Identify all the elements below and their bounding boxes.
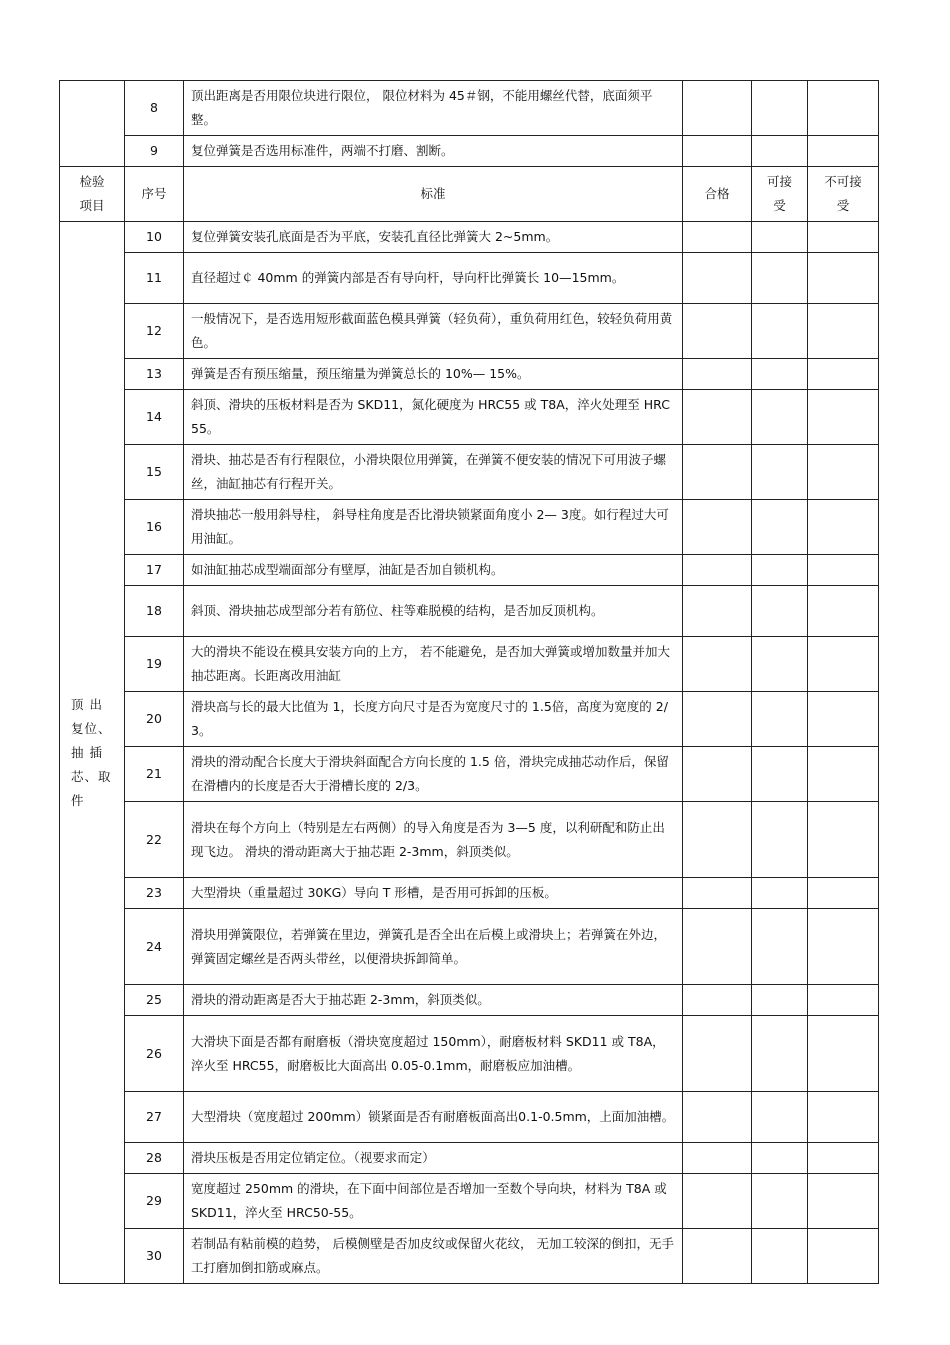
unacceptable-cell[interactable]: [808, 586, 879, 637]
unacceptable-cell[interactable]: [808, 1016, 879, 1092]
category-cell: [60, 222, 125, 1284]
acceptable-cell[interactable]: [752, 1229, 808, 1284]
row-number: 14: [125, 390, 184, 445]
row-standard: 滑块压板是否用定位销定位。（视要求而定）: [184, 1143, 683, 1174]
header-category: [60, 167, 125, 222]
row-number: 23: [125, 878, 184, 909]
pass-cell[interactable]: [683, 878, 752, 909]
pass-cell[interactable]: [683, 500, 752, 555]
row-standard: 顶出距离是否用限位块进行限位， 限位材料为 45＃钢，不能用螺丝代替，底面须平整。: [184, 81, 683, 136]
header-pass: 合格: [683, 167, 752, 222]
table-row: [60, 359, 879, 390]
row-number: 26: [125, 1016, 184, 1092]
row-number: 20: [125, 692, 184, 747]
acceptable-cell[interactable]: [752, 253, 808, 304]
table-row: [60, 555, 879, 586]
table-row: [60, 304, 879, 359]
table-row: [60, 253, 879, 304]
table-row: [60, 1092, 879, 1143]
table-row: [60, 586, 879, 637]
header-row: [60, 167, 879, 222]
unacceptable-cell[interactable]: [808, 1229, 879, 1284]
table-row: [60, 1229, 879, 1284]
row-number: 19: [125, 637, 184, 692]
row-standard: 滑块用弹簧限位，若弹簧在里边，弹簧孔是否全出在后模上或滑块上；若弹簧在外边，弹簧固定螺丝是否两头带丝，以便滑块拆卸简单。: [184, 909, 683, 985]
pass-cell[interactable]: [683, 1174, 752, 1229]
table-row: [60, 909, 879, 985]
row-standard: 一般情况下，是否选用短形截面蓝色模具弹簧（轻负荷），重负荷用红色，较轻负荷用黄色。: [184, 304, 683, 359]
pass-cell[interactable]: [683, 359, 752, 390]
acceptable-cell[interactable]: [752, 136, 808, 167]
row-number: 21: [125, 747, 184, 802]
table-row: [60, 390, 879, 445]
header-acceptable-label: 可接 受: [766, 174, 792, 213]
unacceptable-cell[interactable]: [808, 445, 879, 500]
unacceptable-cell[interactable]: [808, 985, 879, 1016]
row-number: 27: [125, 1092, 184, 1143]
pass-cell[interactable]: [683, 1092, 752, 1143]
header-no: 序号: [125, 167, 184, 222]
row-standard: 滑块高与长的最大比值为 1，长度方向尺寸是否为宽度尺寸的 1.5倍，高度为宽度的 2/3。: [184, 692, 683, 747]
unacceptable-cell[interactable]: [808, 1174, 879, 1229]
row-standard: 滑块、抽芯是否有行程限位，小滑块限位用弹簧，在弹簧不便安装的情况下可用波子螺丝，油缸抽芯有行程开关。: [184, 445, 683, 500]
table-row: [60, 692, 879, 747]
row-standard: 宽度超过 250mm 的滑块，在下面中间部位是否增加一至数个导向块，材料为 T8A 或 SKD11，淬火至 HRC50-55。: [184, 1174, 683, 1229]
row-number: 28: [125, 1143, 184, 1174]
row-standard: 滑块的滑动距离是否大于抽芯距 2-3mm，斜顶类似。: [184, 985, 683, 1016]
pass-cell[interactable]: [683, 304, 752, 359]
row-standard: 复位弹簧安装孔底面是否为平底，安装孔直径比弹簧大 2~5mm。: [184, 222, 683, 253]
acceptable-cell[interactable]: [752, 304, 808, 359]
header-acceptable: [752, 167, 808, 222]
row-number: 25: [125, 985, 184, 1016]
table-row: [60, 747, 879, 802]
pass-cell[interactable]: [683, 253, 752, 304]
pass-cell[interactable]: [683, 1143, 752, 1174]
pass-cell[interactable]: [683, 1016, 752, 1092]
unacceptable-cell[interactable]: [808, 81, 879, 136]
unacceptable-cell[interactable]: [808, 304, 879, 359]
pass-cell[interactable]: [683, 802, 752, 878]
unacceptable-cell[interactable]: [808, 555, 879, 586]
row-number: 9: [125, 136, 184, 167]
prev-category-cell: [60, 81, 125, 167]
row-number: 12: [125, 304, 184, 359]
row-number: 24: [125, 909, 184, 985]
header-unacceptable: [808, 167, 879, 222]
acceptable-cell[interactable]: [752, 802, 808, 878]
unacceptable-cell[interactable]: [808, 390, 879, 445]
acceptable-cell[interactable]: [752, 586, 808, 637]
acceptable-cell[interactable]: [752, 359, 808, 390]
acceptable-cell[interactable]: [752, 985, 808, 1016]
inspection-table: [59, 80, 879, 1284]
acceptable-cell[interactable]: [752, 500, 808, 555]
table-row: [60, 802, 879, 878]
pass-cell[interactable]: [683, 747, 752, 802]
table-row: [60, 1174, 879, 1229]
table-row: [60, 136, 879, 167]
unacceptable-cell[interactable]: [808, 909, 879, 985]
row-standard: 滑块在每个方向上（特别是左右两侧）的导入角度是否为 3—5 度，以利研配和防止出现飞边。 滑块的滑动距离大于抽芯距 2-3mm，斜顶类似。: [184, 802, 683, 878]
unacceptable-cell[interactable]: [808, 253, 879, 304]
acceptable-cell[interactable]: [752, 1092, 808, 1143]
row-standard: 大的滑块不能设在模具安装方向的上方， 若不能避免，是否加大弹簧或增加数量并加大抽芯距离。长距离改用油缸: [184, 637, 683, 692]
acceptable-cell[interactable]: [752, 81, 808, 136]
row-number: 29: [125, 1174, 184, 1229]
table-row: [60, 445, 879, 500]
row-number: 15: [125, 445, 184, 500]
unacceptable-cell[interactable]: [808, 222, 879, 253]
acceptable-cell[interactable]: [752, 1143, 808, 1174]
pass-cell[interactable]: [683, 586, 752, 637]
unacceptable-cell[interactable]: [808, 500, 879, 555]
unacceptable-cell[interactable]: [808, 1092, 879, 1143]
pass-cell[interactable]: [683, 136, 752, 167]
row-number: 22: [125, 802, 184, 878]
acceptable-cell[interactable]: [752, 1174, 808, 1229]
table-row: [60, 81, 879, 136]
unacceptable-cell[interactable]: [808, 692, 879, 747]
table-row: [60, 878, 879, 909]
table-row: [60, 1143, 879, 1174]
table-row: [60, 985, 879, 1016]
pass-cell[interactable]: [683, 445, 752, 500]
row-number: 18: [125, 586, 184, 637]
pass-cell[interactable]: [683, 1229, 752, 1284]
pass-cell[interactable]: [683, 909, 752, 985]
row-standard: 斜顶、滑块抽芯成型部分若有筋位、柱等难脱模的结构，是否加反顶机构。: [184, 586, 683, 637]
row-standard: 弹簧是否有预压缩量，预压缩量为弹簧总长的 10%— 15%。: [184, 359, 683, 390]
pass-cell[interactable]: [683, 555, 752, 586]
pass-cell[interactable]: [683, 985, 752, 1016]
row-number: 10: [125, 222, 184, 253]
header-standard: 标准: [184, 167, 683, 222]
pass-cell[interactable]: [683, 637, 752, 692]
table-row: [60, 637, 879, 692]
unacceptable-cell[interactable]: [808, 878, 879, 909]
unacceptable-cell[interactable]: [808, 802, 879, 878]
row-number: 11: [125, 253, 184, 304]
unacceptable-cell[interactable]: [808, 637, 879, 692]
pass-cell[interactable]: [683, 692, 752, 747]
acceptable-cell[interactable]: [752, 747, 808, 802]
row-standard: 如油缸抽芯成型端面部分有壁厚，油缸是否加自锁机构。: [184, 555, 683, 586]
unacceptable-cell[interactable]: [808, 1143, 879, 1174]
pass-cell[interactable]: [683, 222, 752, 253]
header-category-label: 检验 项目: [79, 174, 105, 213]
row-number: 16: [125, 500, 184, 555]
row-standard: 大滑块下面是否都有耐磨板（滑块宽度超过 150mm），耐磨板材料 SKD11 或 T8A，淬火至 HRC55，耐磨板比大面高出 0.05-0.1mm，耐磨板应加油槽。: [184, 1016, 683, 1092]
acceptable-cell[interactable]: [752, 445, 808, 500]
row-number: 8: [125, 81, 184, 136]
row-standard: 若制品有粘前模的趋势， 后模侧壁是否加皮纹或保留火花纹， 无加工较深的倒扣，无手工打磨加倒扣筋或麻点。: [184, 1229, 683, 1284]
row-standard: 大型滑块（宽度超过 200mm）锁紧面是否有耐磨板面高出0.1-0.5mm，上面加油槽。: [184, 1092, 683, 1143]
acceptable-cell[interactable]: [752, 555, 808, 586]
category-label: 顶 出 复位、 抽 插 芯、取 件: [71, 696, 112, 808]
row-standard: 斜顶、滑块的压板材料是否为 SKD11，氮化硬度为 HRC55 或 T8A，淬火处理至 HRC55。: [184, 390, 683, 445]
unacceptable-cell[interactable]: [808, 136, 879, 167]
row-standard: 复位弹簧是否选用标准件，两端不打磨、割断。: [184, 136, 683, 167]
unacceptable-cell[interactable]: [808, 359, 879, 390]
table-row: [60, 500, 879, 555]
acceptable-cell[interactable]: [752, 637, 808, 692]
row-standard: 滑块抽芯一般用斜导柱， 斜导柱角度是否比滑块锁紧面角度小 2— 3度。如行程过大可用油缸。: [184, 500, 683, 555]
header-unacceptable-label: 不可接 受: [824, 174, 862, 213]
pass-cell[interactable]: [683, 390, 752, 445]
table-row: [60, 1016, 879, 1092]
table-row: [60, 222, 879, 253]
unacceptable-cell[interactable]: [808, 747, 879, 802]
row-standard: 滑块的滑动配合长度大于滑块斜面配合方向长度的 1.5 倍，滑块完成抽芯动作后，保留在滑槽内的长度是否大于滑槽长度的 2/3。: [184, 747, 683, 802]
acceptable-cell[interactable]: [752, 878, 808, 909]
acceptable-cell[interactable]: [752, 1016, 808, 1092]
acceptable-cell[interactable]: [752, 909, 808, 985]
acceptable-cell[interactable]: [752, 390, 808, 445]
row-standard: 大型滑块（重量超过 30KG）导向 T 形槽，是否用可拆卸的压板。: [184, 878, 683, 909]
acceptable-cell[interactable]: [752, 222, 808, 253]
acceptable-cell[interactable]: [752, 692, 808, 747]
row-number: 13: [125, 359, 184, 390]
row-standard: 直径超过￠ 40mm 的弹簧内部是否有导向杆，导向杆比弹簧长 10—15mm。: [184, 253, 683, 304]
pass-cell[interactable]: [683, 81, 752, 136]
row-number: 17: [125, 555, 184, 586]
row-number: 30: [125, 1229, 184, 1284]
